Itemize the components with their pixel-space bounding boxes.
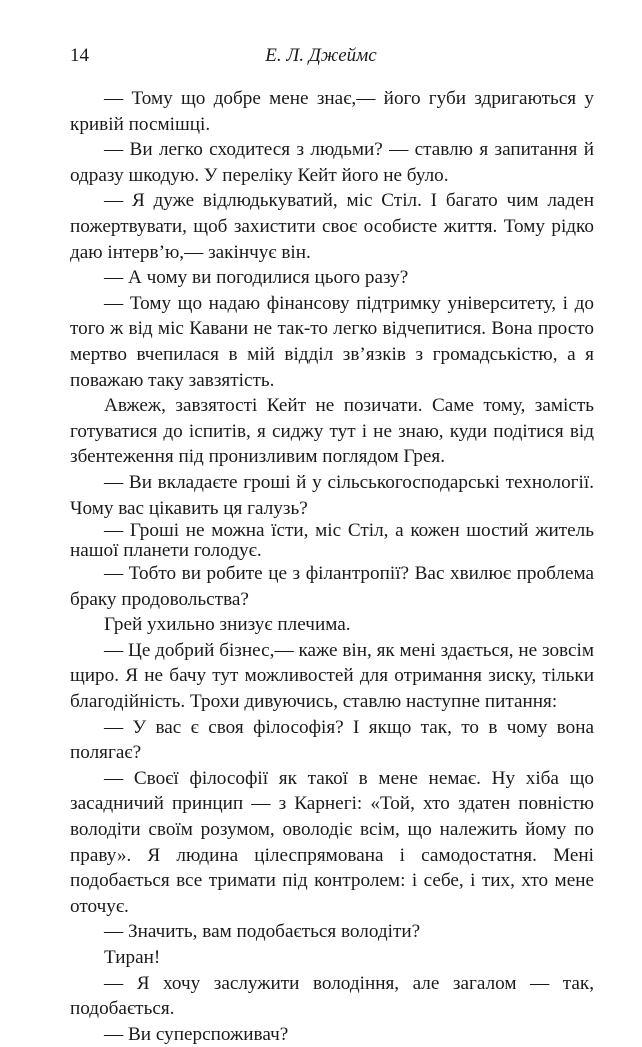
running-head-author: Е. Л. Джеймс (265, 45, 377, 66)
paragraph: Грей ухильно знизує плечима. (104, 614, 351, 636)
paragraph: — Ви суперспоживач? (104, 1023, 289, 1045)
paragraph: Авжеж, завзятості Кейт не позичати. Саме тому, замість готуватися до іспитів, я сиджу тут і не знаю, куди подітися від збентеження під пронизливим поглядом Грея. (70, 395, 594, 468)
paragraph: — Я хочу заслужити володіння, але загалом — так, подобається. (70, 972, 594, 1020)
paragraph: — Ви вкладаєте гроші й у сільськогосподарські технології. Чому вас цікавить ця галузь? (70, 471, 594, 519)
paragraph: — Своєї філософії як такої в мене немає. Ну хіба що засадничий принцип — з Карнегі: «Той, хто здатен повністю володіти своїм розумом, оволодіє всім, що належить йому по праву». Я людина цілеспрямована і самодостатня. Мені подобається все тримати під контролем: і себе, і тих, хто мене оточує. (70, 767, 594, 917)
paragraph: — Ви легко сходитеся з людьми? — ставлю я запитання й одразу шкодую. У переліку Кейт його не було. (70, 139, 594, 186)
paragraph: — Значить, вам подобається володіти? (104, 921, 421, 943)
paragraph: — Тому що добре мене знає,— його губи здригаються у кривій посмішці. (70, 88, 594, 135)
running-head (0, 44, 642, 68)
body-text (70, 86, 594, 1047)
paragraph: — А чому ви погодилися цього разу? (104, 267, 409, 289)
paragraph: — Гроші не можна їсти, міс Стіл, а кожен шостий житель нашої планети голодує. (70, 520, 594, 562)
paragraph: — У вас є своя філософія? І якщо так, то в чому вона полягає? (70, 716, 594, 764)
paragraph: — Це добрий бізнес,— каже він, як мені здається, не зовсім щиро. Я не бачу тут можливостей для отримання зиску, тільки благодійність. Трохи дивуючись, ставлю наступне питання: (70, 639, 594, 713)
paragraph: Тиран! (104, 947, 161, 968)
paragraph: — Тому що надаю фінансову підтримку університету, і до того ж від міс Кавани не так-то легко відчепитися. Вона просто мертво вчепилася в мій відділ зв’язків з громадськістю, а я поважаю таку завзятість. (70, 292, 594, 391)
page-number: 14 (70, 45, 89, 66)
paragraph: — Я дуже відлюдькуватий, міс Стіл. І багато чим ладен пожертвувати, щоб захистити своє особисте життя. Тому рідко даю інтерв’ю,— закінчує він. (70, 190, 594, 263)
paragraph: — Тобто ви робите це з філантропії? Вас хвилює проблема браку продовольства? (70, 563, 594, 610)
